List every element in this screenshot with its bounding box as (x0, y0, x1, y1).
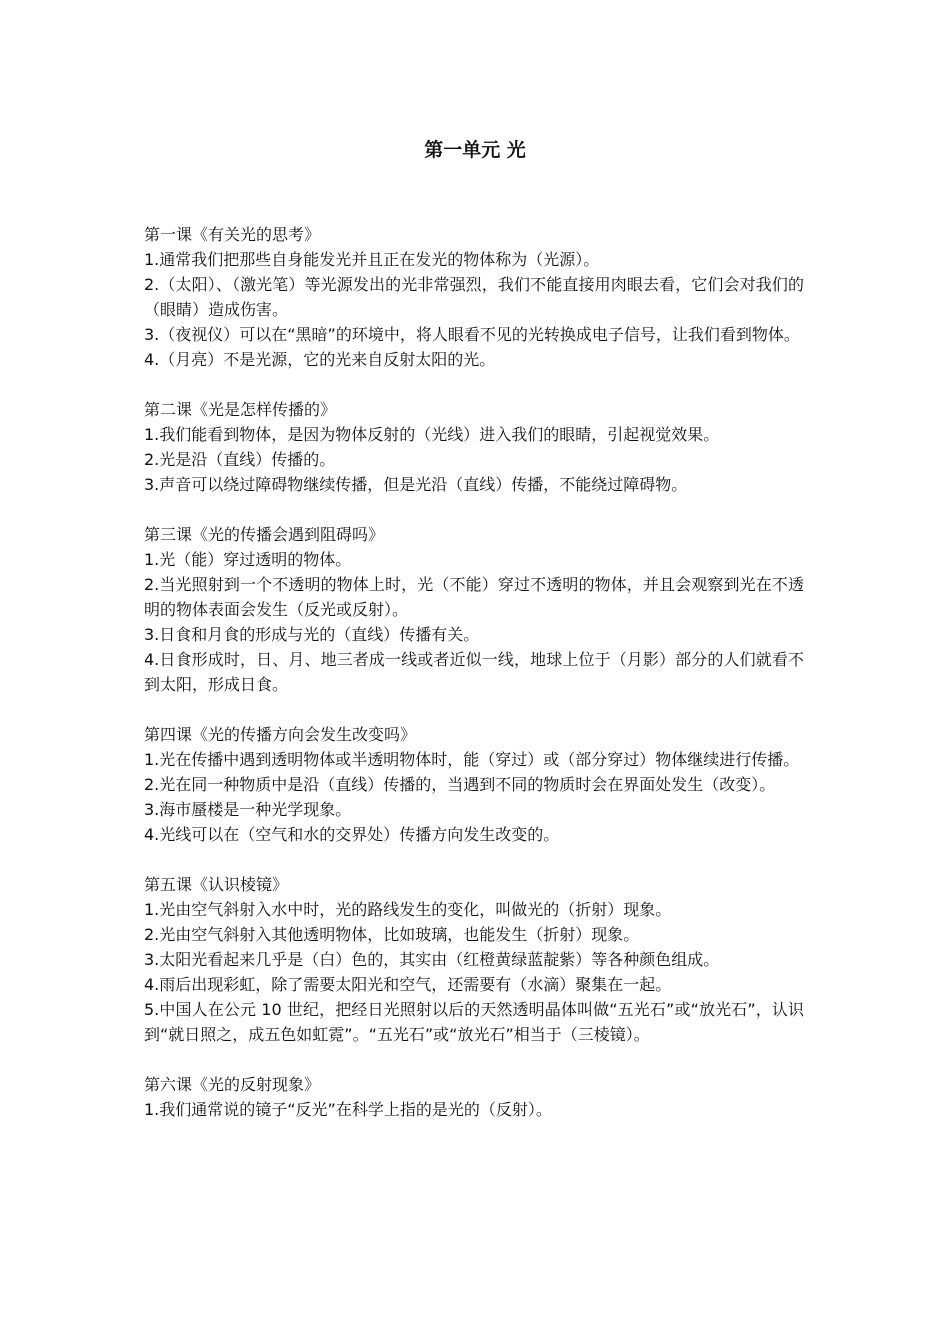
lesson-5 (144, 872, 804, 1047)
list-item: 1.光（能）穿过透明的物体。 (144, 550, 352, 569)
list-item: 3.日食和月食的形成与光的（直线）传播有关。 (144, 625, 480, 644)
lesson-title: 第三课《光的传播会遇到阻碍吗》 (144, 525, 385, 544)
list-item: 2.光在同一种物质中是沿（直线）传播的，当遇到不同的物质时会在界面处发生（改变）。 (144, 775, 776, 794)
list-item: 3.声音可以绕过障碍物继续传播，但是光沿（直线）传播，不能绕过障碍物。 (144, 475, 688, 494)
list-item: 2.光是沿（直线）传播的。 (144, 450, 336, 469)
list-item: 4.光线可以在（空气和水的交界处）传播方向发生改变的。 (144, 825, 560, 844)
lesson-title: 第二课《光是怎样传播的》 (144, 400, 337, 419)
list-item: 4.日食形成时，日、月、地三者成一线或者近似一线，地球上位于（月影）部分的人们就看不到太阳，形成日食。 (144, 650, 804, 694)
list-item: 4.雨后出现彩虹，除了需要太阳光和空气，还需要有（水滴）聚集在一起。 (144, 975, 672, 994)
list-item: 2.光由空气斜射入其他透明物体，比如玻璃，也能发生（折射）现象。 (144, 925, 640, 944)
list-item: 1.光由空气斜射入水中时，光的路线发生的变化，叫做光的（折射）现象。 (144, 900, 672, 919)
list-item: 1.光在传播中遇到透明物体或半透明物体时，能（穿过）或（部分穿过）物体继续进行传播。 (144, 750, 800, 769)
lesson-title: 第五课《认识棱镜》 (144, 875, 289, 894)
list-item: 1.我们能看到物体，是因为物体反射的（光线）进入我们的眼睛，引起视觉效果。 (144, 425, 720, 444)
lesson-3 (144, 522, 804, 697)
list-item: 3.太阳光看起来几乎是（白）色的，其实由（红橙黄绿蓝靛紫）等各种颜色组成。 (144, 950, 720, 969)
list-item: 5.中国人在公元 10 世纪，把经日光照射以后的天然透明晶体叫做“五光石”或“放光石”，认识到“就日照之，成五色如虹霓”。“五光石”或“放光石”相当于（三棱镜）。 (144, 1000, 804, 1044)
lesson-title: 第四课《光的传播方向会发生改变吗》 (144, 725, 417, 744)
list-item: 1.通常我们把那些自身能发光并且正在发光的物体称为（光源）。 (144, 250, 600, 269)
lesson-4 (144, 722, 804, 847)
list-item: 3.海市蜃楼是一种光学现象。 (144, 800, 352, 819)
lesson-title: 第一课《有关光的思考》 (144, 225, 321, 244)
lesson-title: 第六课《光的反射现象》 (144, 1075, 321, 1094)
page-title: 第一单元 光 (424, 139, 526, 161)
list-item: 4.（月亮）不是光源，它的光来自反射太阳的光。 (144, 350, 496, 369)
list-item: 1.我们通常说的镜子“反光”在科学上指的是光的（反射）。 (144, 1100, 552, 1119)
document-body (144, 222, 804, 1147)
lesson-2 (144, 397, 804, 497)
list-item: 2.（太阳）、（激光笔）等光源发出的光非常强烈，我们不能直接用肉眼去看，它们会对我们的（眼睛）造成伤害。 (144, 275, 804, 319)
list-item: 2.当光照射到一个不透明的物体上时，光（不能）穿过不透明的物体，并且会观察到光在不透明的物体表面会发生（反光或反射）。 (144, 575, 804, 619)
lesson-1 (144, 222, 804, 372)
lesson-6 (144, 1072, 804, 1122)
list-item: 3.（夜视仪）可以在“黑暗”的环境中，将人眼看不见的光转换成电子信号，让我们看到物体。 (144, 325, 800, 344)
